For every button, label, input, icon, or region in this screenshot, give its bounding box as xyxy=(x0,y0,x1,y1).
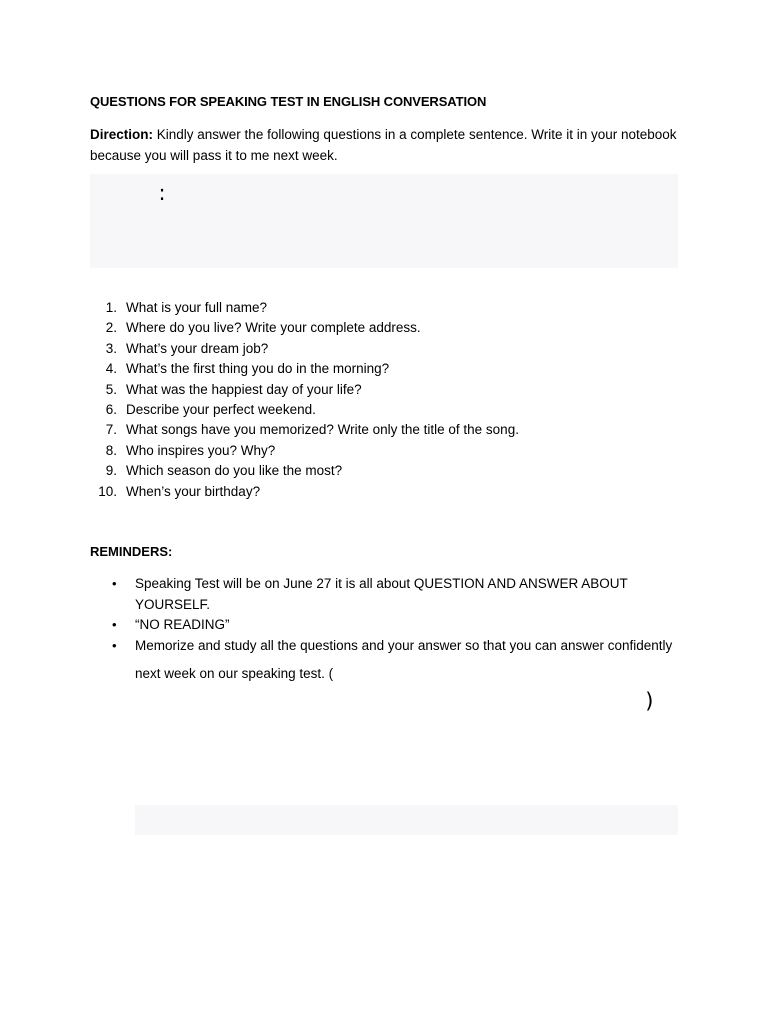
reminders-list xyxy=(90,574,678,716)
direction-text: Kindly answer the following questions in a complete sentence. Write it in your notebook because you will pass it to me next week. xyxy=(90,127,677,163)
question-text: Describe your perfect weekend. xyxy=(126,401,316,417)
list-item xyxy=(90,359,519,379)
list-item xyxy=(90,441,519,461)
reminder-text: Speaking Test will be on June 27 it is all about QUESTION AND ANSWER ABOUT YOURSELF. xyxy=(135,576,628,612)
list-item xyxy=(90,380,519,400)
question-text: When’s your birthday? xyxy=(126,483,261,499)
reminders-heading: REMINDERS: xyxy=(90,544,173,559)
question-text: Who inspires you? Why? xyxy=(126,442,276,458)
list-number: 7. xyxy=(105,422,117,438)
bullet-icon: • xyxy=(112,637,117,653)
list-item xyxy=(90,298,519,318)
list-item xyxy=(90,636,678,717)
list-item xyxy=(90,461,519,481)
direction-paragraph xyxy=(90,124,678,166)
reminder-text: Memorize and study all the questions and your answer so that you can answer confidently next week on our speaking test. ( xyxy=(135,637,673,681)
list-number: 6. xyxy=(105,401,117,417)
question-text: What’s your dream job? xyxy=(126,340,269,356)
question-text: What songs have you memorized? Write only the title of the song. xyxy=(126,422,519,438)
list-number: 9. xyxy=(105,463,117,479)
page-title: QUESTIONS FOR SPEAKING TEST IN ENGLISH CONVERSATION xyxy=(90,94,487,109)
list-item xyxy=(90,400,519,420)
list-number: 10. xyxy=(98,483,117,499)
question-text: What was the happiest day of your life? xyxy=(126,381,362,397)
foreign-text-block xyxy=(90,174,678,268)
list-item xyxy=(90,318,519,338)
list-item xyxy=(90,574,678,615)
list-item xyxy=(90,420,519,440)
reminder-text: “NO READING” xyxy=(135,617,230,632)
list-number: 3. xyxy=(105,340,117,356)
list-item xyxy=(90,339,519,359)
question-list xyxy=(90,298,519,502)
list-number: 2. xyxy=(105,320,117,336)
list-item xyxy=(90,482,519,502)
bullet-icon: • xyxy=(112,576,117,591)
foreign-inline-text: 𝅙𝅙𝅙𝅙𝅙𝅙𝅙𝅙𝅙𝅙𝅙𝅙𝅙𝅙𝅙𝅙𝅙𝅙𝅙𝅙𝅙𝅙𝅙𝅙𝅙𝅙𝅙𝅙𝅙𝅙𝅙𝅙𝅙𝅙𝅙𝅙𝅙𝅙𝅙𝅙 𝅙𝅙𝅙𝅙𝅙𝅙𝅙𝅙𝅙𝅙𝅙𝅙𝅙𝅙𝅙𝅙𝅙𝅙𝅙𝅙𝅙𝅙𝅙𝅙𝅙𝅙𝅙𝅙𝅙𝅙𝅙𝅙𝅙𝅙𝅙𝅙𝅙𝅙𝅙𝅙𝅙𝅙𝅙𝅙𝅙𝅙𝅙𝅙𝅙𝅙𝅙𝅙𝅙𝅙𝅙𝅙𝅙𝅙𝅙𝅙𝅙𝅙𝅙𝅙𝅙𝅙𝅙𝅙𝅙𝅙) xyxy=(135,659,669,713)
list-item xyxy=(90,615,678,636)
foreign-paragraph: 𝅙𝅙𝅙𝅙𝅙𝅙𝅙𝅙𝅙: 𝅙𝅙𝅙𝅙𝅙𝅙𝅙𝅙𝅙𝅙𝅙𝅙𝅙𝅙𝅙𝅙𝅙𝅙𝅙𝅙𝅙𝅙𝅙𝅙𝅙𝅙𝅙𝅙𝅙𝅙𝅙𝅙𝅙𝅙𝅙𝅙𝅙𝅙𝅙𝅙𝅙𝅙𝅙 𝅙𝅙𝅙𝅙𝅙𝅙 𝅙𝅙𝅙𝅙𝅙𝅙𝅙𝅙𝅙𝅙𝅙𝅙𝅙𝅙𝅙𝅙𝅙𝅙𝅙𝅙𝅙𝅙𝅙𝅙𝅙𝅙𝅙𝅙𝅙𝅙𝅙𝅙𝅙𝅙𝅙𝅙𝅙𝅙𝅙𝅙𝅙𝅙𝅙𝅙𝅙𝅙𝅙𝅙𝅙𝅙𝅙𝅙𝅙𝅙𝅙𝅙𝅙𝅙𝅙𝅙𝅙𝅙𝅙𝅙𝅙𝅙𝅙𝅙𝅙𝅙𝅙𝅙𝅙𝅙𝅙𝅙𝅙𝅙𝅙𝅙𝅙𝅙 xyxy=(90,181,670,236)
question-text: What is your full name? xyxy=(126,300,268,315)
bullet-icon: • xyxy=(112,617,117,632)
list-number: 1. xyxy=(105,300,117,315)
empty-text-block xyxy=(135,805,678,835)
question-text: Where do you live? Write your complete address. xyxy=(126,320,421,336)
list-number: 4. xyxy=(105,361,117,377)
question-text: What’s the first thing you do in the morning? xyxy=(126,361,390,377)
question-text: Which season do you like the most? xyxy=(126,463,343,479)
list-number: 8. xyxy=(105,442,117,458)
list-number: 5. xyxy=(105,381,117,397)
direction-label: Direction: xyxy=(90,127,154,142)
